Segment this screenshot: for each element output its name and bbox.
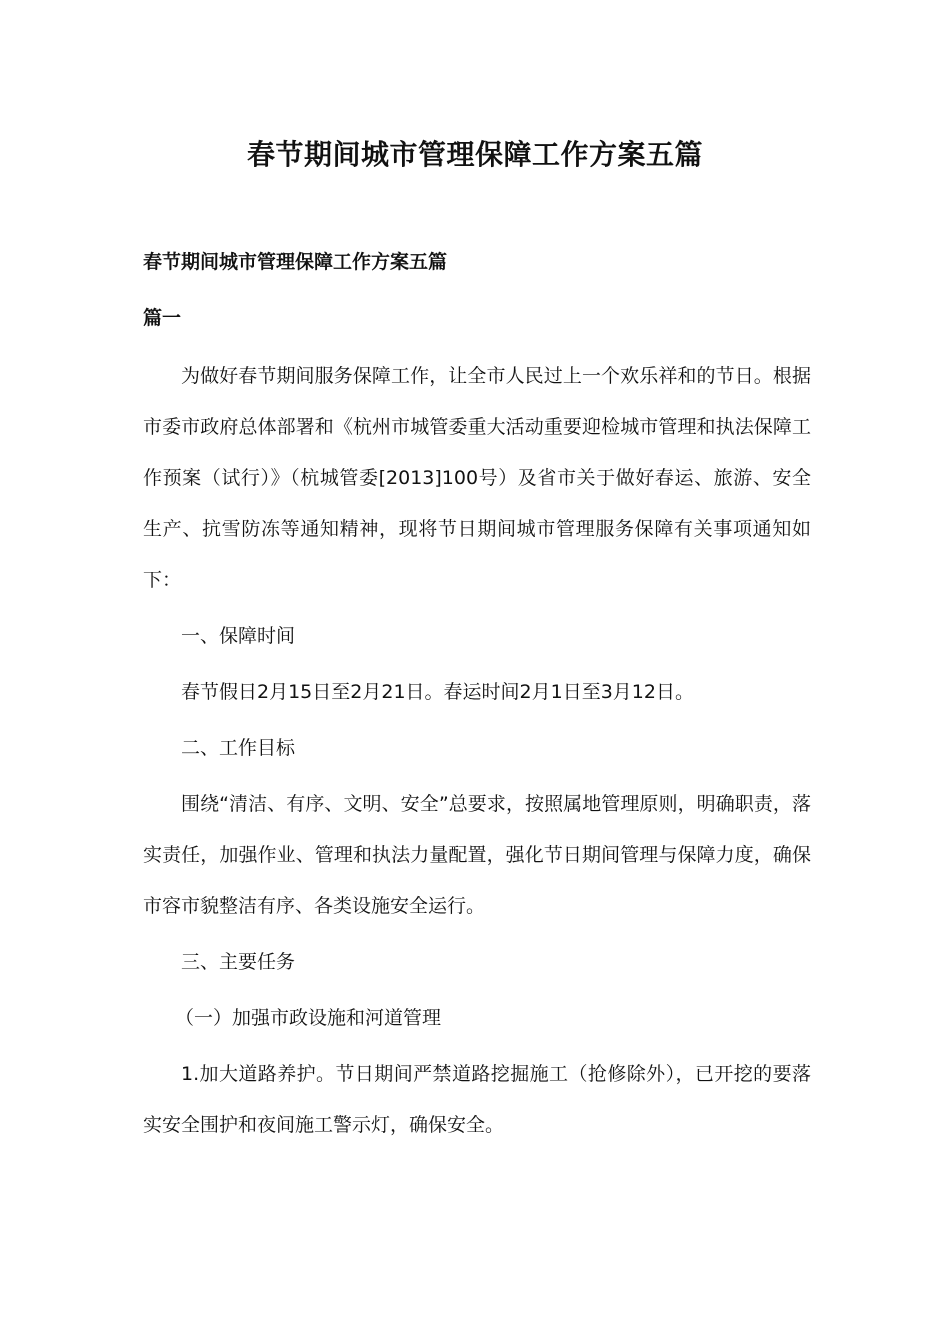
heading-main-tasks: 三、主要任务 [181, 951, 296, 973]
section-label: 篇一 [143, 307, 182, 329]
subheading-municipal-facilities: （一）加强市政设施和河道管理 [175, 1007, 442, 1029]
intro-paragraph: 为做好春节期间服务保障工作，让全市人民过上一个欢乐祥和的节日。根据市委市政府总体部署和《杭州市城管委重大活动重要迎检城市管理和执法保障工作预案（试行）》（杭城管委[2013]100号）及省市关于做好春运、旅游、安全生产、抗雪防冻等通知精神，现将节日期间城市管理服务保障有关事项通知如下： [143, 365, 811, 591]
document-body [143, 244, 811, 1151]
heading-protection-period: 一、保障时间 [181, 625, 296, 647]
protection-period-paragraph: 春节假日2月15日至2月21日。春运时间2月1日至3月12日。 [181, 681, 694, 703]
document-title: 春节期间城市管理保障工作方案五篇 [246, 138, 703, 171]
road-maintenance-paragraph: 1.加大道路养护。节日期间严禁道路挖掘施工（抢修除外），已开挖的要落实安全围护和夜间施工警示灯，确保安全。 [143, 1063, 811, 1136]
document-subtitle: 春节期间城市管理保障工作方案五篇 [143, 251, 448, 273]
work-goals-paragraph: 围绕“清洁、有序、文明、安全”总要求，按照属地管理原则，明确职责，落实责任，加强作业、管理和执法力量配置，强化节日期间管理与保障力度，确保市容市貌整洁有序、各类设施安全运行。 [143, 793, 811, 917]
heading-work-goals: 二、工作目标 [181, 737, 296, 759]
